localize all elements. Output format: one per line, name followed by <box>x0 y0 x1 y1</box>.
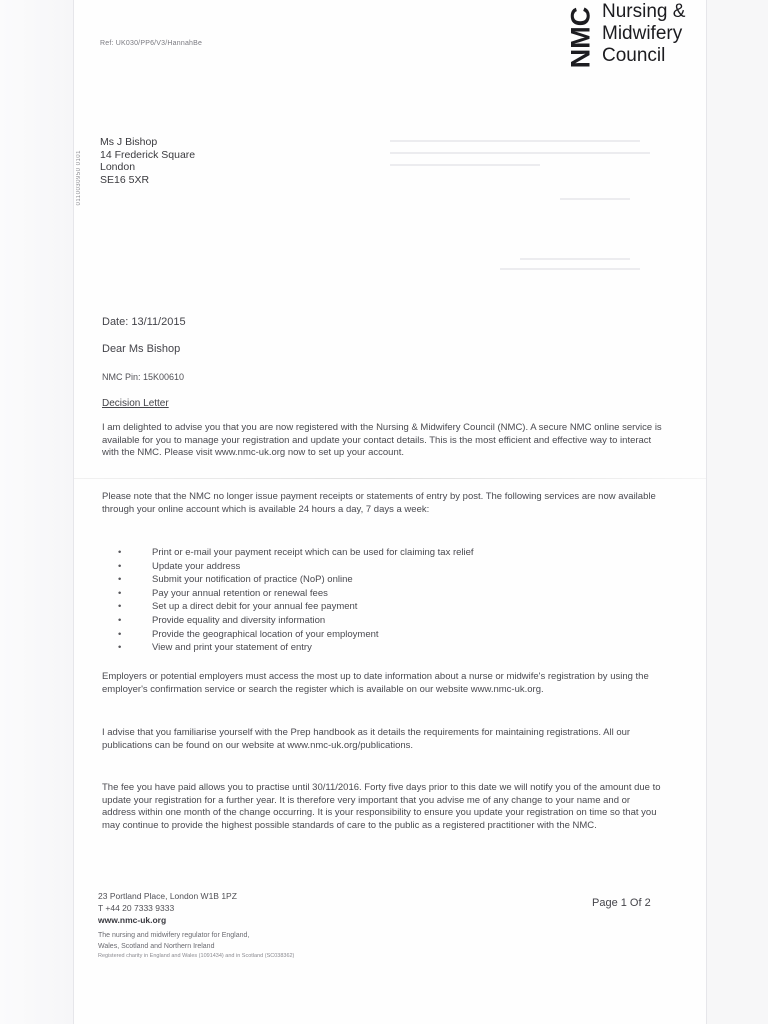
letter-footer <box>98 890 294 961</box>
side-barcode-number: 0110030950 0101 <box>76 150 82 206</box>
paper-fold-line <box>74 478 706 479</box>
footer-address: 23 Portland Place, London W1B 1PZ <box>98 891 237 901</box>
show-through-mark <box>520 258 630 260</box>
list-item: • Set up a direct debit for your annual fee payment <box>112 600 474 614</box>
nmc-logo-mark: NMC <box>565 6 596 68</box>
list-item: • Provide the geographical location of your employment <box>112 628 474 642</box>
letter-date: Date: 13/11/2015 <box>102 316 186 328</box>
nmc-pin: NMC Pin: 15K00610 <box>102 372 185 382</box>
show-through-mark <box>390 140 640 142</box>
list-item: • Provide equality and diversity information <box>112 614 474 628</box>
recipient-postcode: SE16 5XR <box>100 173 150 186</box>
list-item: • Pay your annual retention or renewal fees <box>112 587 474 601</box>
list-item: • Submit your notification of practice (NoP) online <box>112 573 474 587</box>
paragraph-employers: Employers or potential employers must access the most up to date information about a nurse or midwife's registration by using the employer's confirmation service or search the register which is available on our website www.nmc-uk.org. <box>102 671 649 695</box>
show-through-mark <box>390 152 650 154</box>
list-item: • Update your address <box>112 560 474 574</box>
recipient-city: London <box>100 161 136 173</box>
nmc-logo-name: Nursing & Midwifery Council <box>602 1 686 66</box>
nmc-logo <box>566 0 716 78</box>
scan-right-margin <box>706 0 768 1024</box>
letter-heading: Decision Letter <box>102 398 169 409</box>
list-item: • Print or e-mail your payment receipt which can be used for claiming tax relief <box>112 546 474 560</box>
show-through-mark <box>390 164 540 166</box>
show-through-mark <box>560 198 630 200</box>
paragraph-prep-handbook: I advise that you familiarise yourself with the Prep handbook as it details the requirements for maintaining registrations. All our publications can be found on our website at www.nmc-uk.org/publications. <box>102 727 631 751</box>
recipient-street: 14 Frederick Square <box>100 148 196 161</box>
salutation: Dear Ms Bishop <box>102 343 181 355</box>
scan-left-margin <box>0 0 74 1024</box>
paragraph-online-services: Please note that the NMC no longer issue payment receipts or statements of entry by post. The following services are now available through your online account which is available 24 hours a day, 7 days a week: <box>102 491 656 515</box>
footer-charity-info: Registered charity in England and Wales (1091434) and in Scotland (SC038362) <box>98 953 295 959</box>
paragraph-registration: I am delighted to advise you that you are now registered with the Nursing & Midwifery Council (NMC). A secure NMC online service is available for you to manage your registration and update your contact details. This is the most efficient and effective way to interact with the NMC. Please visit www.nmc-uk.org now to set up your account. <box>102 422 662 458</box>
services-list <box>112 546 474 655</box>
recipient-name: Ms J Bishop <box>100 136 158 148</box>
list-item: • View and print your statement of entry <box>112 641 474 655</box>
footer-tagline: The nursing and midwifery regulator for England, <box>98 932 250 939</box>
paragraph-fee: The fee you have paid allows you to practise until 30/11/2016. Forty five days prior to this date we will notify you of the amount due to update your registration for a further year. It is therefore very important that you advise me of any change to your name and or address within one month of the change occurring. It is your responsibility to ensure you update your registration on time so that you may continue to provide the highest possible standards of care to the public as a registered practitioner with the NMC. <box>102 782 661 831</box>
show-through-mark <box>500 268 640 270</box>
reference-number: Ref: UK030/PP6/V3/HannahBe <box>100 40 203 47</box>
footer-website: www.nmc-uk.org <box>98 915 167 925</box>
recipient-address <box>100 136 195 186</box>
footer-tagline: Wales, Scotland and Northern Ireland <box>98 943 215 950</box>
page-number: Page 1 Of 2 <box>592 897 651 909</box>
footer-phone: T +44 20 7333 9333 <box>98 903 175 913</box>
